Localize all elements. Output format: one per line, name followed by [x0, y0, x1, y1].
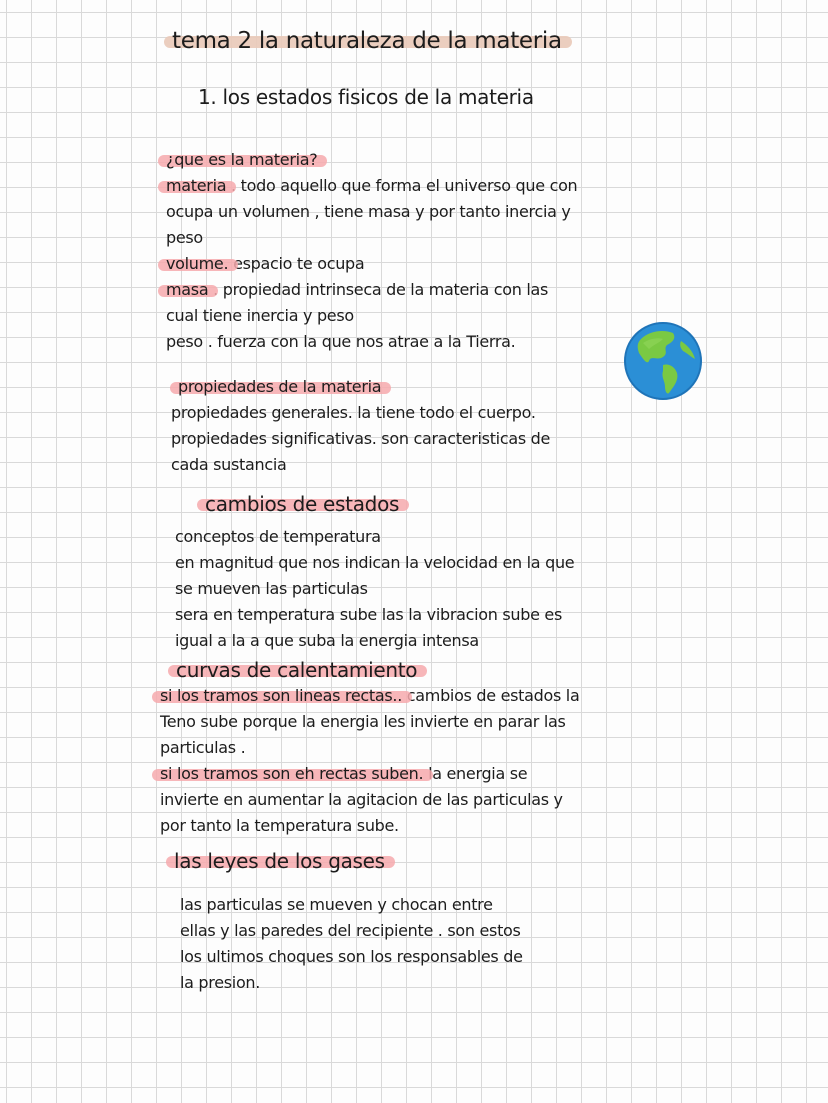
propiedades-line-3: cada sustancia — [171, 455, 287, 474]
gases-line-1: las particulas se mueven y chocan entre — [180, 895, 493, 914]
volume-term: volume. — [166, 251, 228, 277]
materia-question: ¿que es la materia? — [166, 147, 317, 173]
curvas-heading: curvas de calentamiento — [176, 658, 418, 682]
materia-definition-line-3: peso — [166, 228, 203, 247]
propiedades-line-2: propiedades significativas. son caracteristicas de — [171, 429, 551, 448]
curvas-line-4: si los tramos son eh rectas suben. la energia se — [160, 761, 527, 787]
masa-definition-line-1: masa . propiedad intrinseca de la materia con las — [166, 277, 548, 303]
cambios-line-4: sera en temperatura sube las la vibracion sube es — [175, 605, 563, 624]
earth-globe-icon — [623, 321, 703, 401]
curvas-line-2: Teno sube porque la energia les invierte en parar las — [160, 712, 566, 731]
page-title: tema 2 la naturaleza de la materia — [172, 28, 562, 54]
propiedades-heading: propiedades de la materia — [178, 374, 381, 400]
masa-definition-line-2: cual tiene inercia y peso — [166, 306, 354, 325]
gases-heading: las leyes de los gases — [174, 849, 385, 873]
cambios-heading: cambios de estados — [205, 492, 400, 516]
curvas-line-5: invierte en aumentar la agitacion de las particulas y — [160, 790, 563, 809]
curvas-line-3: particulas . — [160, 738, 246, 757]
curvas-line-1: si los tramos son lineas rectas.. cambios de estados la — [160, 683, 579, 709]
gases-line-4: la presion. — [180, 973, 261, 992]
materia-term: materia — [166, 173, 226, 199]
materia-definition-line-1: materia . todo aquello que forma el universo que con — [166, 173, 577, 199]
section-subtitle: 1. los estados fisicos de la materia — [198, 85, 534, 109]
volume-definition: volume. espacio te ocupa — [166, 251, 364, 277]
cambios-line-1: conceptos de temperatura — [175, 527, 381, 546]
materia-definition-line-2: ocupa un volumen , tiene masa y por tanto inercia y — [166, 202, 571, 221]
cambios-line-2: en magnitud que nos indican la velocidad en la que — [175, 553, 575, 572]
cambios-line-3: se mueven las particulas — [175, 579, 368, 598]
propiedades-line-1: propiedades generales. la tiene todo el cuerpo. — [171, 403, 536, 422]
gases-line-2: ellas y las paredes del recipiente . son estos — [180, 921, 521, 940]
cambios-line-5: igual a la a que suba la energia intensa — [175, 631, 479, 650]
peso-definition: peso . fuerza con la que nos atrae a la Tierra. — [166, 332, 516, 351]
curvas-line-6: por tanto la temperatura sube. — [160, 816, 399, 835]
masa-term: masa — [166, 277, 208, 303]
gases-line-3: los ultimos choques son los responsables de — [180, 947, 523, 966]
